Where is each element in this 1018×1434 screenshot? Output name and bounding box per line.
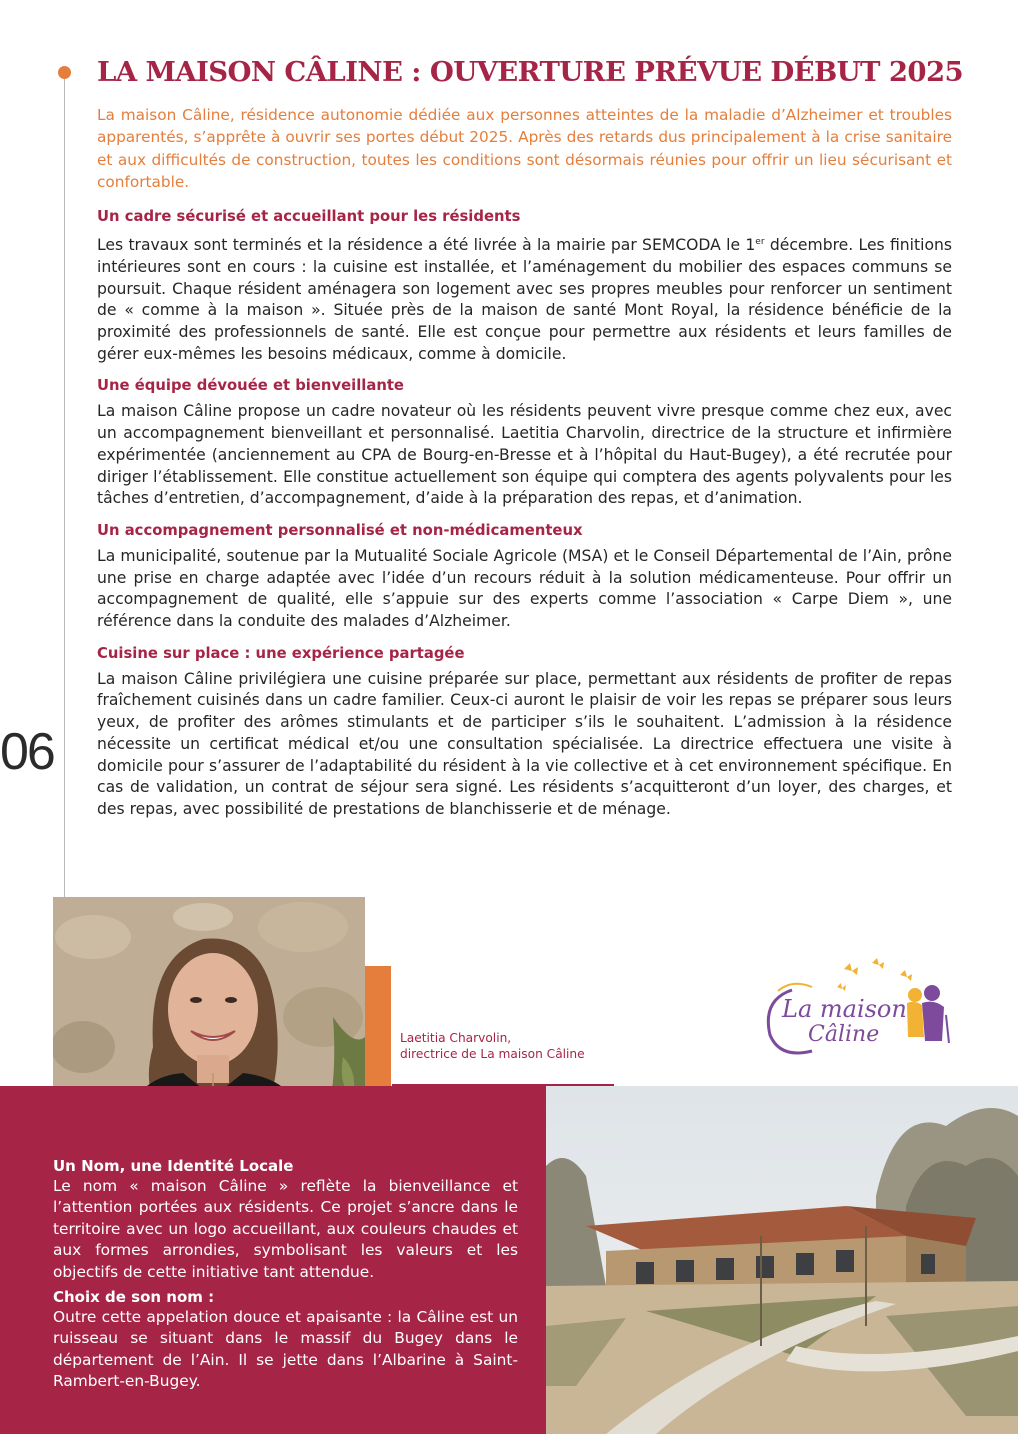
logo-text-caline: Câline	[808, 1022, 880, 1047]
section-body: La maison Câline propose un cadre novateur où les résidents peuvent vivre presque comme chez eux, avec un accompagnement bienveillant et personnalisé. Laetitia Charvolin, directrice de la structure et infirmière expérimentée (anciennement au CPA de Bourg-en-Bresse et à l’hôpital du Haut-Bugey), a été recrutée pour diriger l’établissement. Elle constitue actuellement son équipe qui comptera des agents polyvalents pour les tâches d’entretien, d’accompagnement, d’aide à la préparation des repas, et d’animation.	[97, 402, 952, 508]
photo-caption: Laetitia Charvolin, directrice de La maison Câline	[400, 1031, 585, 1061]
title-bullet	[58, 66, 71, 79]
sidebar-heading: Un Nom, une Identité Locale	[53, 1157, 294, 1175]
intro-paragraph: La maison Câline, résidence autonomie dédiée aux personnes atteintes de la maladie d’Alzheimer et troubles apparentés, s’apprête à ouvrir ses portes début 2025. Après des retards dus principalement à la crise sanitaire et aux difficultés de construction, toutes les conditions sont désormais réunies pour offrir un lieu sécurisant et confortable.	[97, 106, 952, 192]
section-heading: Un accompagnement personnalisé et non-médicamenteux	[97, 521, 583, 539]
sidebar-paragraph: Le nom « maison Câline » reflète la bienveillance et l’attention portées aux résidents. Ce projet s’ancre dans le territoire avec un logo accueillant, aux couleurs chaudes et aux formes arrondies, symbolisant les valeurs et les objectifs de cette initiative tant attendue.	[53, 1177, 518, 1281]
logo-text-la-maison: La maison	[782, 995, 907, 1023]
section-heading: Un cadre sécurisé et accueillant pour les résidents	[97, 208, 521, 225]
section-body: La maison Câline privilégiera une cuisine préparée sur place, permettant aux résidents de profiter de repas fraîchement cuisinés dans un cadre familier. Ceux-ci auront le plaisir de voir les repas se préparer sous leurs yeux, de profiter des arômes stimulants et de participer s’ils le souhaitent. L’admission à la résidence nécessite un certificat médical et/ou une consultation spécialisée. La directrice effectuera une visite à domicile pour s’assurer de l’adaptabilité du résident à la vie collective et à cet environnement spécifique. En cas de validation, un contrat de séjour sera signé. Les résidents s’acquitteront d’un loyer, des charges, et des repas, avec possibilité de prestations de blanchisserie et de ménage.	[97, 669, 952, 818]
page-number: 06	[0, 723, 54, 781]
section-body: Les travaux sont terminés et la résidence a été livrée à la mairie par SEMCODA le 1er décembre. Les finitions intérieures sont en cours : la cuisine est installée, et l’aménagement du mobilier des espaces communs se poursuit. Chaque résident aménagera son logement avec ses propres meubles pour renforcer un sentiment de « comme à la maison ». Située près de la maison de santé Mont Royal, la résidence bénéficie de la proximité des professionnels de santé. Elle est conçue pour permettre aux résidents et leurs familles de gérer eux-mêmes les besoins médicaux, comme à domicile.	[97, 236, 953, 363]
section-heading: Cuisine sur place : une expérience partagée	[97, 644, 465, 662]
sidebar-paragraph: Outre cette appelation douce et apaisante : la Câline est un ruisseau se situant dans le massif du Bugey dans le département de l’Ain. Il se jette dans l’Albarine à Saint-Rambert-en-Bugey.	[53, 1308, 518, 1391]
sidebar-text-box	[53, 1156, 518, 1397]
maison-caline-logo	[752, 955, 962, 1067]
sidebar-heading: Choix de son nom :	[53, 1288, 215, 1307]
page-title: LA MAISON CÂLINE : OUVERTURE PRÉVUE DÉBUT 2025	[97, 56, 964, 88]
section-body: La municipalité, soutenue par la Mutualité Sociale Agricole (MSA) et le Conseil Départemental de l’Ain, prône une prise en charge adaptée avec l’idée d’un recours réduit à la solution médicamenteuse. Pour offrir un accompagnement de qualité, elle s’appuie sur des experts comme l’association « Carpe Diem », une référence dans la conduite des malades d’Alzheimer.	[97, 546, 952, 631]
residence-building-photo	[546, 1086, 1018, 1434]
section-heading: Une équipe dévouée et bienveillante	[97, 377, 404, 395]
article-body	[97, 206, 952, 831]
